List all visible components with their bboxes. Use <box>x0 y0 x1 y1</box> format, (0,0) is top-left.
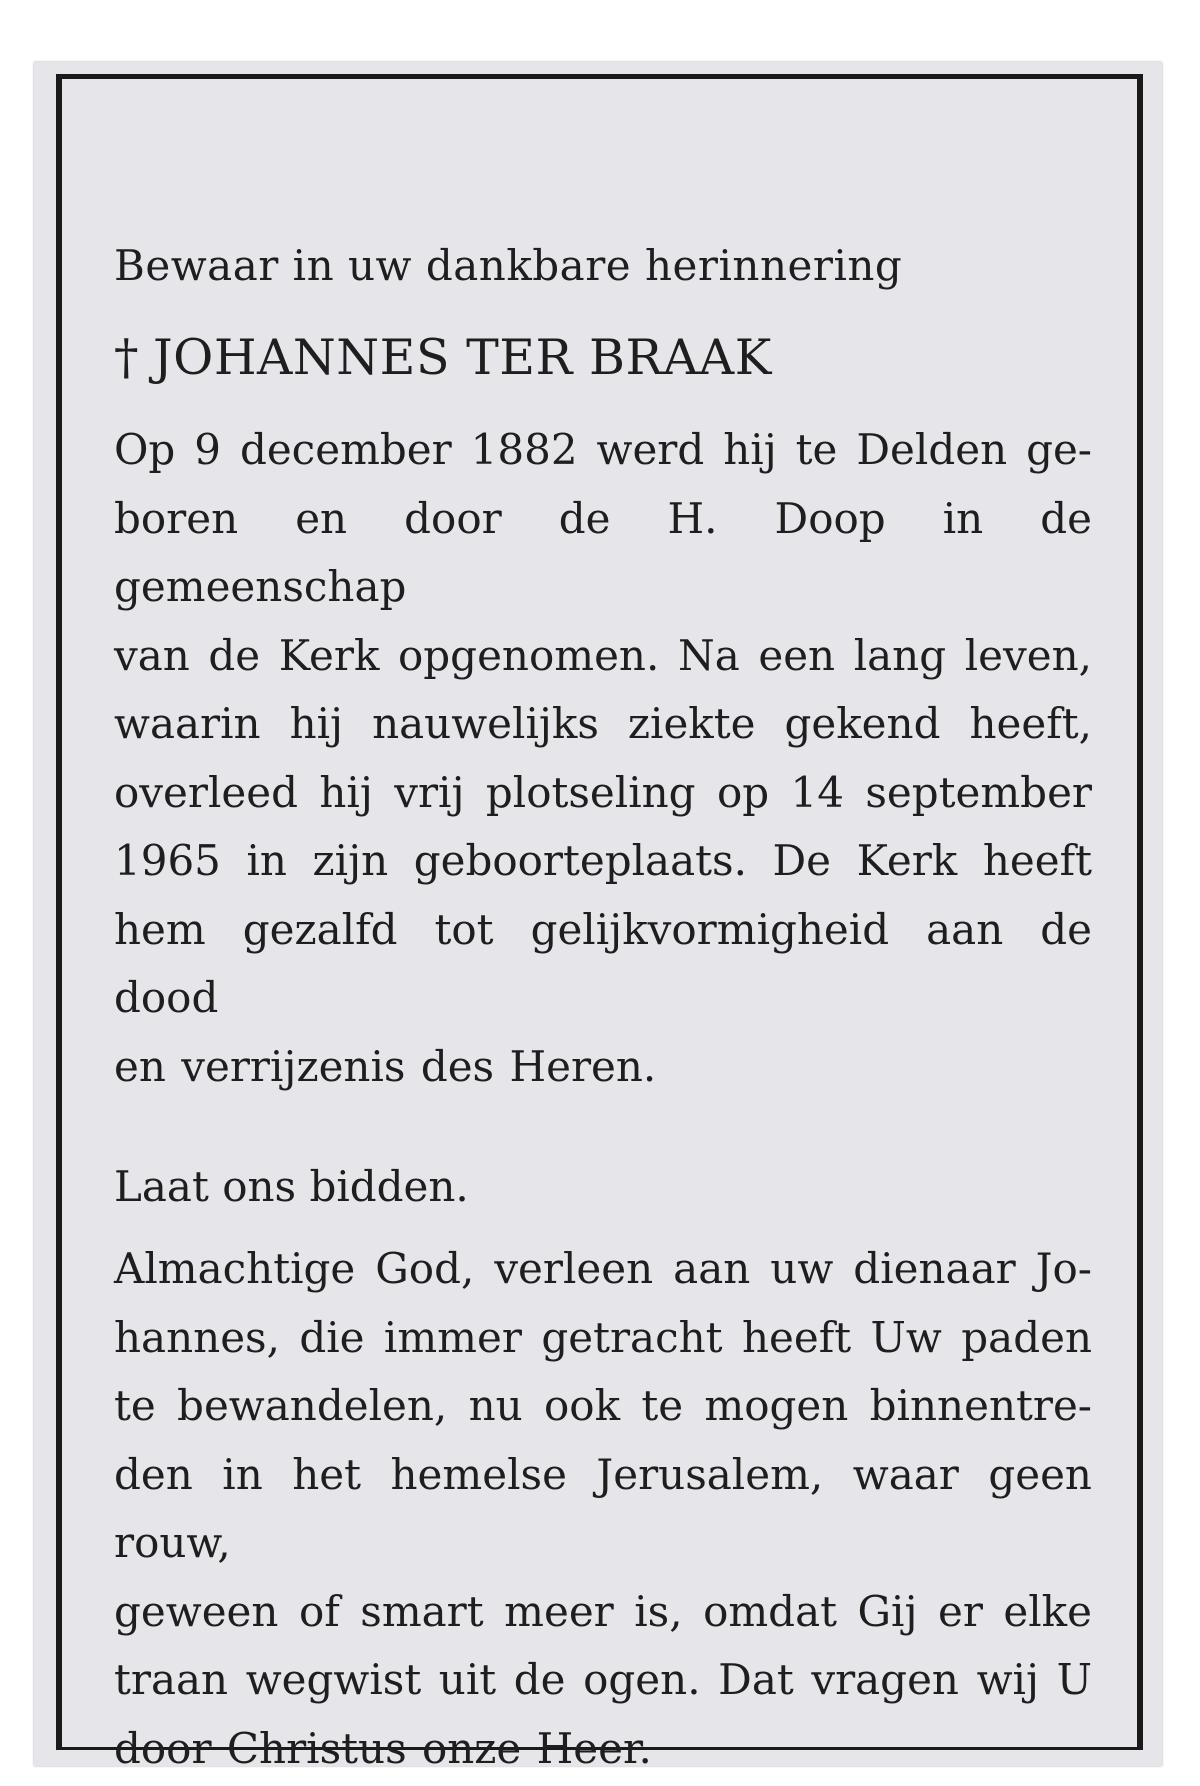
prayer-line: den in het hemelse Jerusalem, waar geen rouw, <box>114 1449 1092 1567</box>
prayer-line: te bewandelen, nu ook te mogen binnentre- <box>114 1381 1092 1430</box>
biography-line: hem gezalfd tot gelijkvormigheid aan de dood <box>114 904 1092 1022</box>
prayer-line: door Christus onze Heer. <box>114 1723 652 1773</box>
biography-line: 1965 in zijn geboorteplaats. De Kerk heeft <box>114 836 1092 885</box>
deceased-name-row <box>114 322 1092 394</box>
cross-icon: † <box>114 329 139 386</box>
prayer-line: geween of smart meer is, omdat Gij er elke <box>114 1586 1092 1636</box>
biography-line: van de Kerk opgenomen. Na een lang leven, <box>114 630 1092 680</box>
prayer-paragraph <box>114 1235 1092 1783</box>
prayer-intro: Laat ons bidden. <box>114 1162 469 1211</box>
biography-line: en verrijzenis des Heren. <box>114 1041 657 1091</box>
prayer-line: hannes, die immer getracht heeft Uw paden <box>114 1312 1092 1362</box>
card-content <box>114 232 1092 1783</box>
prayer-line: Almachtige God, verleen aan uw dienaar Jo- <box>114 1244 1092 1293</box>
biography-line: overleed hij vrij plotseling op 14 september <box>114 767 1092 817</box>
biography-line: Op 9 december 1882 werd hij te Delden ge- <box>114 425 1092 474</box>
deceased-name: JOHANNES TER BRAAK <box>153 329 772 386</box>
memorial-card <box>34 62 1162 1773</box>
prayer-line: traan wegwist uit de ogen. Dat vragen wij U <box>114 1655 1092 1704</box>
biography-line: waarin hij nauwelijks ziekte gekend heeft, <box>114 699 1092 748</box>
biography-line: boren en door de H. Doop in de gemeenschap <box>114 493 1092 611</box>
biography-paragraph <box>114 416 1092 1101</box>
greeting-line: Bewaar in uw dankbare herinnering <box>114 241 903 290</box>
